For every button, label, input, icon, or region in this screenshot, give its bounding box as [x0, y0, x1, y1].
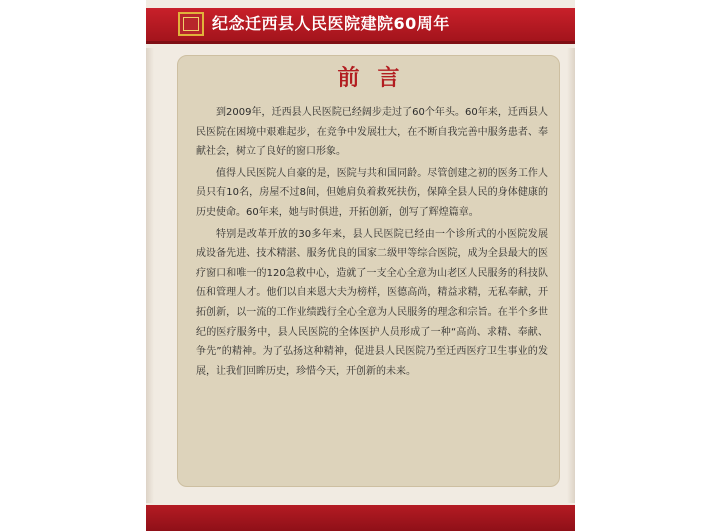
footer-band: [146, 505, 575, 531]
preface-body: [196, 103, 548, 383]
header-band: [146, 8, 575, 41]
preface-paragraph: 特别是改革开放的30多年来，县人民医院已经由一个诊所式的小医院发展成设备先进、技术精湛、服务优良的国家二级甲等综合医院，成为全县最大的医疗窗口和唯一的120急救中心，造就了一支全心全意为山老区人民服务的科技队伍和管理人才。他们以自来恩大夫为榜样，医德高尚，精益求精，无私奉献，开拓创新，以一流的工作业绩践行全心全意为人民服务的理念和宗旨。在半个多世纪的医疗服务中，县人民医院的全体医护人员形成了一种“高尚、求精、奉献、争先”的精神。为了弘扬这种精神，促进县人民医院乃至迁西医疗卫生事业的发展，让我们回眸历史，珍惜今天，开创新的未来。: [196, 228, 548, 377]
preface-panel: [177, 55, 560, 487]
right-edge-shadow: [567, 48, 575, 503]
document-page: [146, 0, 575, 531]
left-edge-shadow: [146, 48, 154, 503]
preface-paragraph: 到2009年，迁西县人民医院已经阔步走过了60个年头。60年来，迁西县人民医院在困境中艰难起步，在竞争中发展壮大，在不断自我完善中服务患者、奉献社会，树立了良好的窗口形象。: [196, 107, 548, 158]
seal-logo-icon: [178, 12, 204, 36]
preface-paragraph: 值得人民医院人自豪的是，医院与共和国同龄。尽管创建之初的医务工作人员只有10名，房屋不过8间，但她肩负着救死扶伤，保障全县人民的身体健康的历史使命。60年来，她与时俱进，开拓创新，创写了辉煌篇章。: [196, 167, 548, 218]
header-title: 纪念迁西县人民医院建院60周年: [212, 14, 450, 33]
preface-heading: 前言: [337, 66, 418, 91]
